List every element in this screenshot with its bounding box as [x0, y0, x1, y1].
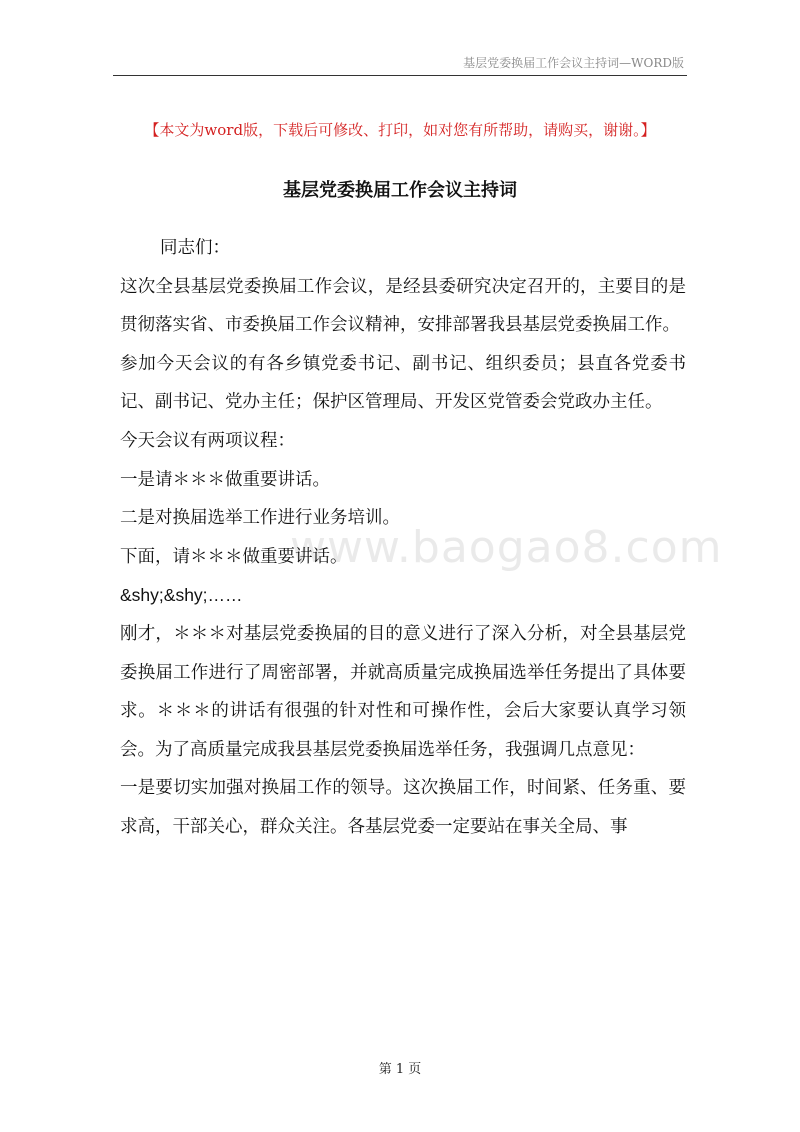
document-title: 基层党委换届工作会议主持词	[283, 180, 517, 201]
header-divider	[113, 75, 687, 76]
paragraph: 参加今天会议的有各乡镇党委书记、副书记、组织委员；县直各党委书记、副书记、党办主任；保护区管理局、开发区党管委会党政办主任。	[120, 353, 686, 413]
page-number: 第 1 页	[378, 1062, 422, 1077]
running-header: 基层党委换届工作会议主持词—WORD版	[463, 56, 684, 70]
paragraph: 刚才，＊＊＊对基层党委换届的目的意义进行了深入分析，对全县基层党委换届工作进行了周密部署，并就高质量完成换届选举任务提出了具体要求。＊＊＊的讲话有很强的针对性和可操作性，会后大家要认真学习领会。为了高质量完成我县基层党委换届选举任务，我强调几点意见：	[120, 623, 686, 760]
paragraph: 今天会议有两项议程：	[120, 430, 295, 451]
paragraph: 这次全县基层党委换届工作会议，是经县委研究决定召开的，主要目的是贯彻落实省、市委换届工作会议精神，安排部署我县基层党委换届工作。	[120, 276, 686, 336]
paragraph: 下面，请＊＊＊做重要讲话。	[120, 546, 348, 567]
paragraph: 二是对换届选举工作进行业务培训。	[120, 508, 400, 529]
paragraph: 一是要切实加强对换届工作的领导。这次换届工作，时间紧、任务重、要求高，干部关心，群众关注。各基层党委一定要站在事关全局、事	[120, 778, 686, 837]
watermark: www.baogao8.com	[290, 522, 723, 573]
document-body	[120, 229, 686, 847]
paragraph: 一是请＊＊＊做重要讲话。	[120, 469, 330, 490]
salutation: 同志们：	[160, 238, 230, 258]
paragraph: &shy;&shy;……	[120, 585, 243, 606]
promo-notice: 【本文为word版，下载后可修改、打印，如对您有所帮助，请购买，谢谢。】	[144, 121, 656, 139]
